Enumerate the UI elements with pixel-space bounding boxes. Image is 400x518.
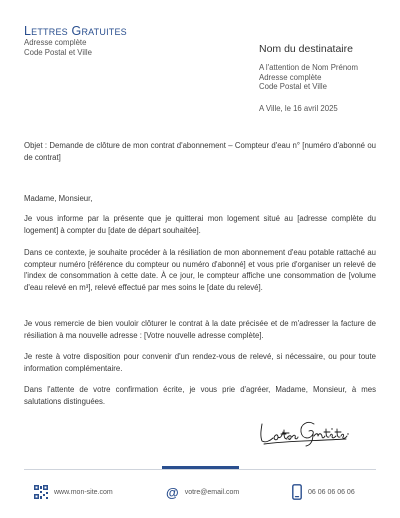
letter-paragraph-4: Je reste à votre disposition pour convenir d'un rendez-vous de relevé, si nécessaire, ou pour toute information complémentaire. — [24, 352, 376, 373]
recipient-block — [259, 43, 389, 114]
recipient-attention: A l'attention de Nom Prénom — [259, 63, 359, 72]
phone-icon — [292, 484, 302, 500]
letter-paragraph-1: Je vous informe par la présente que je quitterai mon logement situé au [adresse complète du logement] à compter du [date de départ souhaitée]. — [24, 214, 376, 235]
brand-name: Lettres Gratuites — [24, 24, 127, 38]
letter-paragraph-3: Je vous remercie de bien vouloir clôturer le contrat à la date précisée et de m'adresser la facture de résiliation à ma nouvelle adresse : [Votre nouvelle adresse complète]. — [24, 319, 376, 340]
recipient-name: Nom du destinataire — [259, 43, 353, 55]
letter-paragraph-5: Dans l'attente de votre confirmation écrite, je vous prie d'agréer, Madame, Monsieur, à mes salutations distinguées. — [24, 385, 376, 406]
sender-postal: Code Postal et Ville — [24, 47, 92, 57]
sender-block — [24, 24, 127, 57]
footer-phone-text: 06 06 06 06 06 — [308, 488, 355, 496]
qr-code-icon — [34, 485, 48, 499]
sender-address: Adresse complète — [24, 38, 87, 47]
letter-subject: Objet : Demande de clôture de mon contrat d'abonnement – Compteur d'eau n° [numéro d'abonné ou de contrat] — [24, 141, 376, 162]
letter-date: A Ville, le 16 avril 2025 — [259, 103, 338, 113]
letter-salutation: Madame, Monsieur, — [24, 194, 93, 203]
footer-email[interactable] — [166, 483, 239, 501]
footer-phone[interactable] — [292, 483, 355, 501]
at-sign-icon: @ — [166, 484, 179, 500]
letter-paragraph-2: Dans ce contexte, je souhaite procéder à la résiliation de mon abonnement d'eau potable rattaché au compteur numéro [référence du compteur ou numéro d'abonné] et vous prie d'organiser un relevé de l'index de consommation à cette date. À ce jour, le compteur affiche une consommation de [volume d'eau relevé en m³], relevé effectué par mes soins le [date du relevé]. — [24, 248, 376, 292]
footer-email-text: votre@email.com — [184, 488, 240, 496]
handwritten-signature — [256, 412, 352, 448]
footer-website-text: www.mon-site.com — [54, 488, 113, 496]
footer-divider — [24, 469, 376, 470]
recipient-address: Adresse complète — [259, 72, 322, 82]
footer-website[interactable] — [34, 483, 113, 501]
recipient-postal: Code Postal et Ville — [259, 82, 327, 92]
